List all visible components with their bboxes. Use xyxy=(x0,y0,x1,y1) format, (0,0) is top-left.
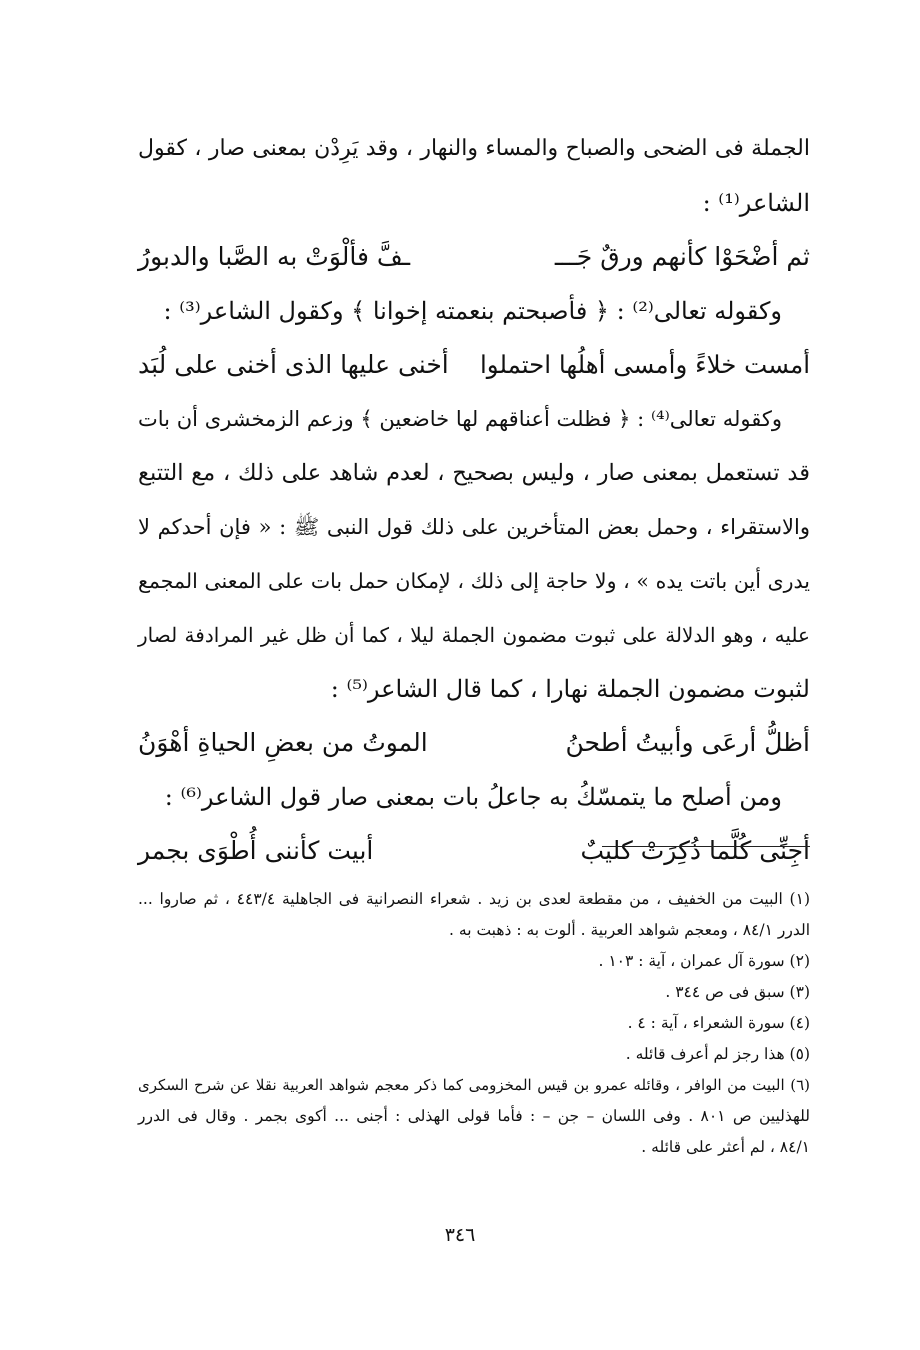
verse-second-hemistich: أخنى عليها الذى أخنى على لُبَد xyxy=(138,350,449,379)
verse xyxy=(138,716,810,770)
footnote-line: (١) البيت من الخفيف ، من مقطعة لعدى بن زيد . شعراء النصرانية فى الجاهلية ٤٤٣/٤ ، ثم صاروا ... xyxy=(138,890,810,908)
body-line: قد تستعمل بمعنى صار ، وليس بصحيح ، لعدم شاهد على ذلك ، مع التتبع xyxy=(138,460,810,486)
footnote-line: (٥) هذا رجز لم أعرف قائله . xyxy=(625,1045,810,1063)
body-line: وكقوله تعالى⁽²⁾ : ﴿ فأصبحتم بنعمته إخوانا ﴾ وكقول الشاعر⁽³⁾ : xyxy=(163,297,782,325)
footnote-line: (٦) البيت من الوافر ، وقائله عمرو بن قيس المخزومى كما ذكر معجم شواهد العربية نقلا عن شرح السكرى xyxy=(138,1076,810,1094)
verse-second-hemistich: ـفَّ فألْوَتْ به الصَّبا والدبورُ xyxy=(138,242,411,271)
verse-first-hemistich: ثم أضْحَوْا كأنهم ورقٌ جَـــ xyxy=(554,242,810,271)
verse xyxy=(138,338,810,392)
footnote-line: (٣) سبق فى ص ٣٤٤ . xyxy=(665,983,810,1001)
verse-first-hemistich: أمست خلاءً وأمسى أهلُها احتملوا xyxy=(480,350,810,379)
body-line: الشاعر⁽¹⁾ : xyxy=(702,189,810,217)
body-line: يدرى أين باتت يده » ، ولا حاجة إلى ذلك ، لإمكان حمل بات على المعنى المجمع xyxy=(138,569,810,593)
page-number: ٣٤٦ xyxy=(444,1224,476,1246)
footnote-line: للهذليين ص ٨٠١ . وفى اللسان – جن – : فأما قولى الهذلى : أجنى ... أكوى بجمر . وقال فى الدرر xyxy=(138,1107,810,1125)
footnote-separator xyxy=(602,846,810,847)
body-line: ومن أصلح ما يتمسّكُ به جاعلُ بات بمعنى صار قول الشاعر⁽⁶⁾ : xyxy=(164,783,782,811)
verse-second-hemistich: الموتُ من بعضِ الحياةِ أهْوَنُ xyxy=(138,728,428,757)
main-text xyxy=(138,122,810,878)
verse xyxy=(138,230,810,284)
body-line: وكقوله تعالى⁽⁴⁾ : ﴿ فظلت أعناقهم لها خاضعين ﴾ وزعم الزمخشرى أن بات xyxy=(138,407,782,431)
body-line: عليه ، وهو الدلالة على ثبوت مضمون الجملة ليلا ، كما أن ظل غير المرادفة لصار xyxy=(138,623,810,647)
footnote-line: الدرر ٨٤/١ ، ومعجم شواهد العربية . ألوت به : ذهبت به . xyxy=(449,921,810,939)
verse-first-hemistich: أظلُّ أرعَى وأبيتُ أطحنُ xyxy=(565,728,810,757)
verse xyxy=(138,824,810,878)
footnote-line: ٨٤/١ ، لم أعثر على قائله . xyxy=(641,1138,810,1156)
verse-first-hemistich: أجِنِّى كُلَّما ذُكِرَتْ كليبٌ xyxy=(580,836,810,865)
verse-second-hemistich: أبيت كأننى أُطْوَى بجمر xyxy=(138,836,374,865)
body-line: لثبوت مضمون الجملة نهارا ، كما قال الشاعر⁽⁵⁾ : xyxy=(330,675,810,703)
footnotes xyxy=(138,884,810,1163)
footnote-line: (٤) سورة الشعراء ، آية : ٤ . xyxy=(627,1014,810,1032)
footnote-line: (٢) سورة آل عمران ، آية : ١٠٣ . xyxy=(598,952,810,970)
body-line: والاستقراء ، وحمل بعض المتأخرين على ذلك قول النبى ﷺ : « فإن أحدكم لا xyxy=(138,515,810,539)
body-line: الجملة فى الضحى والصباح والمساء والنهار ، وقد يَرِدْن بمعنى صار ، كقول xyxy=(138,136,810,161)
